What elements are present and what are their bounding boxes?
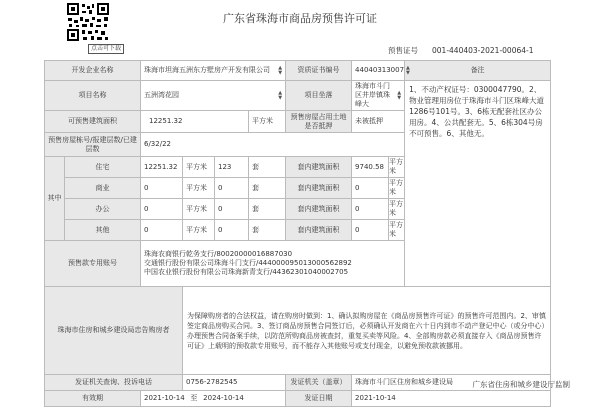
account-line: 交通银行股份有限公司珠海斗门支行/444000095013000562892 (144, 259, 352, 267)
page-title: 广东省珠海市商品房预售许可证 (223, 12, 377, 25)
location-label: 项目坐落 (286, 81, 352, 111)
project-label: 项目名称 (45, 81, 141, 111)
developer-value (141, 61, 286, 81)
scroll-arrows-icon[interactable]: ▲ ▼ (406, 64, 410, 76)
item-count: 123 (215, 157, 249, 178)
valid-from: 2021-10-14 (144, 394, 185, 402)
qual-value (352, 61, 410, 81)
date-label: 发证日期 (286, 391, 352, 407)
download-tooltip[interactable]: 点击可下载 (88, 44, 124, 54)
item-area-unit: 平方米 (183, 199, 215, 220)
valid-range (141, 391, 286, 407)
item-area: 12251.32 (141, 157, 183, 178)
item-inner-value: 0 (352, 199, 389, 220)
supervisor-text: 广东省住房和城乡建设厅监制 (472, 380, 570, 389)
item-inner-label: 套内建筑面积 (286, 199, 352, 220)
item-inner-unit: 平方米 (389, 157, 405, 178)
hotline-value: 0756-2782545 (183, 375, 286, 391)
item-count: 0 (215, 199, 249, 220)
building-label: 预售房屋栋号/报建层数/已建层数 (45, 133, 141, 157)
item-area-unit: 平方米 (183, 220, 215, 241)
valid-to: 2024-10-14 (203, 394, 244, 402)
scroll-arrows-icon[interactable]: ▲ ▼ (278, 64, 283, 76)
building-value: 6/32/22 (141, 133, 405, 157)
notice-text: 为保障购房者的合法权益，请在购房时做到：1、确认拟购房屋在《商品房预售许可证》的预售许可范围内。2、审慎签定商品房购买合同。3、签订商品房预售合同签订后，必须确认开发商在六十日内到市不动产登记中心（或分中心）办理预售合同备案手续，以防范所购商品房被查封，重复买卖等风险。4、全部购房款必须直接存入《商品房预售许可证》上载明的预收款专用账号，而不能存入其他账号或支付现金，以避免预收款被挪用。 (183, 287, 551, 375)
scroll-arrows-icon[interactable]: ▲ ▼ (397, 89, 402, 101)
item-area: 0 (141, 199, 183, 220)
location-value (352, 81, 405, 111)
item-inner-value: 0 (352, 178, 389, 199)
issuer-value: 珠海市斗门区住房和城乡建设局 (352, 375, 551, 391)
scroll-arrows-icon[interactable]: ▲ ▼ (278, 89, 283, 101)
permit-no: 001-440403-2021-00064-1 (432, 46, 534, 55)
area-value: 12251.32 (141, 111, 249, 133)
item-count-unit: 套 (249, 199, 286, 220)
account-line: 中国农业银行股份有限公司珠海新青支行/44362301040002705 (144, 268, 349, 276)
item-area-unit: 平方米 (183, 157, 215, 178)
item-inner-unit: 平方米 (389, 199, 405, 220)
item-count-unit: 套 (249, 220, 286, 241)
mortgage-label: 预售房屋占用土地是否抵押 (286, 111, 352, 133)
mortgage-value: 未被抵押 (352, 111, 405, 133)
item-count-unit: 套 (249, 178, 286, 199)
item-inner-label: 套内建筑面积 (286, 220, 352, 241)
item-label: 其他 (65, 220, 141, 241)
developer-text: 珠海市坦海五洲东方墅房产开发有限公司 (144, 66, 270, 74)
account-list (141, 241, 551, 287)
item-count-unit: 套 (249, 157, 286, 178)
qual-label: 资质证书编号 (286, 61, 352, 81)
permit-table (44, 60, 551, 407)
issuer-label: 发证机关（盖章） (286, 375, 352, 391)
item-inner-value: 0 (352, 220, 389, 241)
breakdown-group-label: 其中 (45, 157, 65, 241)
remark-text: 1、不动产权证号：0300047790。2、物业管理用房位于珠海市斗门区珠峰大道1286号101号。3、6栋无配套社区办公用房。4、公共配套无。5、6栋304号房不可预售。6、其他无。 (405, 81, 551, 287)
project-text: 五洲湾花园 (144, 91, 179, 99)
developer-label: 开发企业名称 (45, 61, 141, 81)
qual-text: 44040313007 (355, 66, 405, 74)
item-count: 0 (215, 178, 249, 199)
hotline-label: 发证机关查询、投诉电话 (45, 375, 183, 391)
permit-no-label: 预售证号 (388, 46, 418, 55)
item-label: 办公 (65, 199, 141, 220)
item-inner-label: 套内建筑面积 (286, 157, 352, 178)
item-label: 住宅 (65, 157, 141, 178)
account-line: 珠海农商银行乾务支行/80020000016887030 (144, 250, 293, 258)
location-text: 珠海市斗门区井岸镇珠峰大 (355, 82, 391, 108)
item-inner-value: 9740.58 (352, 157, 389, 178)
item-count: 0 (215, 220, 249, 241)
area-label: 可预售建筑面积 (45, 111, 141, 133)
item-area: 0 (141, 220, 183, 241)
notice-label: 珠海市住房和城乡建设局忠告购房者 (45, 287, 183, 375)
project-value (141, 81, 286, 111)
item-area-unit: 平方米 (183, 178, 215, 199)
valid-sep: 至 (190, 394, 198, 402)
area-unit: 平方米 (249, 111, 286, 133)
item-inner-unit: 平方米 (389, 178, 405, 199)
date-value: 2021-10-14 (352, 391, 551, 407)
item-label: 商业 (65, 178, 141, 199)
item-inner-unit: 平方米 (389, 220, 405, 241)
account-label: 预售款专用账号 (45, 241, 141, 287)
remark-label: 备注 (405, 61, 551, 81)
item-area: 0 (141, 178, 183, 199)
valid-label: 有效期 (45, 391, 141, 407)
item-inner-label: 套内建筑面积 (286, 178, 352, 199)
